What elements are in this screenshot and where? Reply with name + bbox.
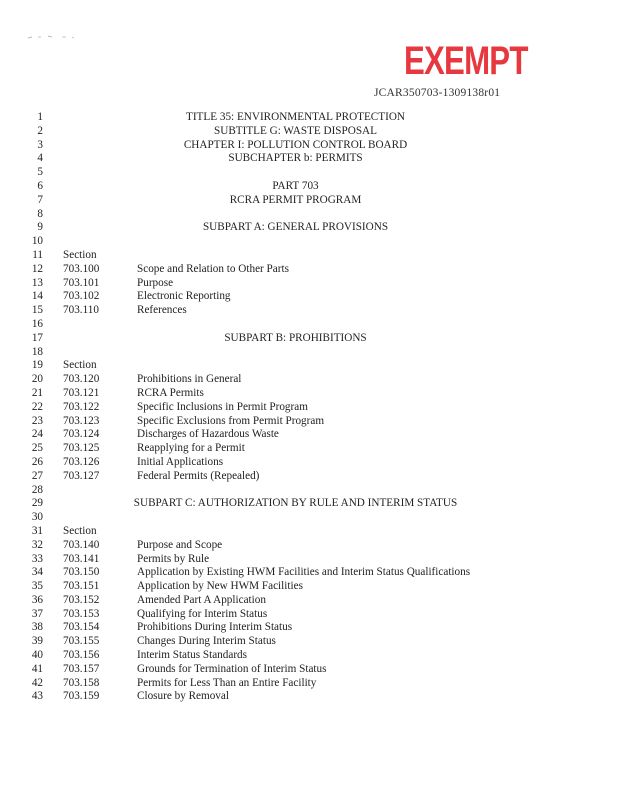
document-line	[0, 663, 621, 677]
section-title: Amended Part A Application	[137, 593, 266, 606]
document-line	[0, 511, 621, 525]
section-title: RCRA Permits	[137, 386, 204, 399]
line-number: 21	[31, 386, 43, 399]
section-number: 703.151	[63, 580, 100, 593]
document-line	[0, 497, 621, 511]
section-number: 703.126	[63, 455, 100, 468]
document-line	[0, 539, 621, 553]
section-number: 703.120	[63, 373, 100, 386]
document-line	[0, 442, 621, 456]
section-number: 703.101	[63, 276, 100, 289]
document-id: JCAR350703-1309138r01	[374, 87, 501, 99]
document-line	[0, 580, 621, 594]
line-number: 43	[31, 690, 43, 703]
section-title: Discharges of Hazardous Waste	[137, 428, 279, 441]
heading-text: RCRA PERMIT PROGRAM	[229, 193, 362, 206]
line-number: 11	[32, 248, 43, 261]
document-line	[0, 415, 621, 429]
document-line	[0, 456, 621, 470]
line-number: 13	[31, 276, 43, 289]
document-line	[0, 649, 621, 663]
line-number: 8	[37, 207, 43, 220]
heading-text: SUBTITLE G: WASTE DISPOSAL	[214, 124, 377, 137]
document-line	[0, 263, 621, 277]
section-title: Permits by Rule	[137, 552, 210, 565]
line-number: 7	[37, 193, 43, 206]
section-title: Purpose	[137, 276, 174, 289]
document-line	[0, 152, 621, 166]
section-header-label: Section	[63, 248, 97, 261]
section-title: Specific Inclusions in Permit Program	[137, 400, 308, 413]
section-title: Permits for Less Than an Entire Facility	[137, 676, 317, 689]
line-number: 2	[37, 124, 43, 137]
section-number: 703.140	[63, 538, 100, 551]
section-title: Application by Existing HWM Facilities and Interim Status Qualifications	[137, 566, 471, 579]
document-line	[0, 139, 621, 153]
document-line	[0, 111, 621, 125]
section-title: Scope and Relation to Other Parts	[137, 262, 289, 275]
section-number: 703.150	[63, 566, 100, 579]
line-number: 29	[31, 497, 43, 510]
line-number: 39	[31, 635, 43, 648]
document-line	[0, 208, 621, 222]
section-header-label: Section	[63, 359, 97, 372]
section-title: Qualifying for Interim Status	[137, 607, 268, 620]
line-number: 40	[31, 649, 43, 662]
document-line	[0, 690, 621, 704]
document-line	[0, 401, 621, 415]
heading-text: SUBCHAPTER b: PERMITS	[228, 152, 363, 165]
line-number: 1	[37, 111, 43, 123]
document-line	[0, 387, 621, 401]
line-number: 18	[31, 345, 43, 358]
line-number: 36	[31, 593, 43, 606]
document-line	[0, 470, 621, 484]
line-number: 6	[37, 179, 43, 192]
line-number: 14	[31, 290, 43, 303]
section-header-label: Section	[63, 524, 97, 537]
document-line	[0, 525, 621, 539]
heading-text: CHAPTER I: POLLUTION CONTROL BOARD	[183, 138, 408, 151]
document-line	[0, 221, 621, 235]
line-number: 23	[31, 414, 43, 427]
section-title: Specific Exclusions from Permit Program	[137, 414, 325, 427]
document-line	[0, 373, 621, 387]
scan-artifact	[28, 34, 88, 40]
section-number: 703.122	[63, 400, 100, 413]
section-title: Prohibitions in General	[137, 373, 242, 386]
section-title: Prohibitions During Interim Status	[137, 621, 293, 634]
document-line	[0, 621, 621, 635]
section-title: Application by New HWM Facilities	[137, 580, 303, 593]
line-number: 25	[31, 442, 43, 455]
section-number: 703.158	[63, 676, 100, 689]
section-title: Purpose and Scope	[137, 538, 223, 551]
line-number: 12	[31, 262, 43, 275]
document-line	[0, 346, 621, 360]
line-number: 22	[31, 400, 43, 413]
section-number: 703.127	[63, 469, 100, 482]
line-number: 33	[31, 552, 43, 565]
section-number: 703.153	[63, 607, 100, 620]
exempt-stamp: EXEMPT	[404, 39, 528, 83]
document-line	[0, 428, 621, 442]
document-line	[0, 249, 621, 263]
section-number: 703.155	[63, 635, 100, 648]
document-line	[0, 677, 621, 691]
line-number: 10	[31, 235, 43, 248]
section-number: 703.123	[63, 414, 100, 427]
line-number: 28	[31, 483, 43, 496]
line-number: 41	[31, 662, 43, 675]
document-line	[0, 608, 621, 622]
line-number: 17	[31, 331, 43, 344]
document-line	[0, 332, 621, 346]
section-number: 703.152	[63, 593, 100, 606]
section-title: Interim Status Standards	[137, 649, 247, 662]
document-line	[0, 318, 621, 332]
section-number: 703.125	[63, 442, 100, 455]
line-number: 37	[31, 607, 43, 620]
section-number: 703.110	[63, 304, 99, 317]
section-number: 703.100	[63, 262, 100, 275]
section-number: 703.124	[63, 428, 100, 441]
line-number: 9	[37, 221, 43, 234]
document-line	[0, 484, 621, 498]
line-number: 38	[31, 621, 43, 634]
document-line	[0, 166, 621, 180]
line-number: 31	[31, 524, 43, 537]
line-number: 15	[31, 304, 43, 317]
section-title: Federal Permits (Repealed)	[137, 469, 260, 482]
line-number: 42	[31, 676, 43, 689]
section-number: 703.159	[63, 690, 100, 703]
document-line	[0, 194, 621, 208]
section-number: 703.157	[63, 662, 100, 675]
document-line	[0, 359, 621, 373]
document-line	[0, 235, 621, 249]
section-number: 703.156	[63, 649, 100, 662]
document-line	[0, 290, 621, 304]
section-number: 703.141	[63, 552, 100, 565]
line-number: 4	[37, 152, 43, 165]
document-line	[0, 594, 621, 608]
line-number: 3	[37, 138, 43, 151]
numbered-lines	[0, 111, 621, 704]
document-line	[0, 180, 621, 194]
line-number: 16	[31, 317, 43, 330]
heading-text: SUBPART A: GENERAL PROVISIONS	[202, 221, 389, 234]
section-title: Initial Applications	[137, 455, 224, 468]
line-number: 35	[31, 580, 43, 593]
section-number: 703.102	[63, 290, 100, 303]
section-number: 703.154	[63, 621, 100, 634]
section-title: References	[137, 304, 187, 317]
line-number: 20	[31, 373, 43, 386]
section-title: Closure by Removal	[137, 690, 229, 703]
document-line	[0, 566, 621, 580]
document-line	[0, 125, 621, 139]
line-number: 30	[31, 511, 43, 524]
document-line	[0, 277, 621, 291]
line-number: 5	[37, 166, 43, 179]
document-line	[0, 304, 621, 318]
document-line	[0, 553, 621, 567]
heading-text: TITLE 35: ENVIRONMENTAL PROTECTION	[186, 111, 405, 123]
line-number: 19	[31, 359, 43, 372]
heading-text: SUBPART B: PROHIBITIONS	[224, 331, 367, 344]
line-number: 32	[31, 538, 43, 551]
section-title: Electronic Reporting	[137, 290, 231, 303]
heading-text: SUBPART C: AUTHORIZATION BY RULE AND INTERIM STATUS	[133, 497, 458, 510]
line-number: 34	[31, 566, 43, 579]
section-title: Changes During Interim Status	[137, 635, 276, 648]
section-title: Grounds for Termination of Interim Status	[137, 662, 327, 675]
heading-text: PART 703	[272, 179, 319, 192]
line-number: 26	[31, 455, 43, 468]
line-number: 27	[31, 469, 43, 482]
line-number: 24	[31, 428, 43, 441]
section-title: Reapplying for a Permit	[137, 442, 245, 455]
document-line	[0, 635, 621, 649]
section-number: 703.121	[63, 386, 100, 399]
